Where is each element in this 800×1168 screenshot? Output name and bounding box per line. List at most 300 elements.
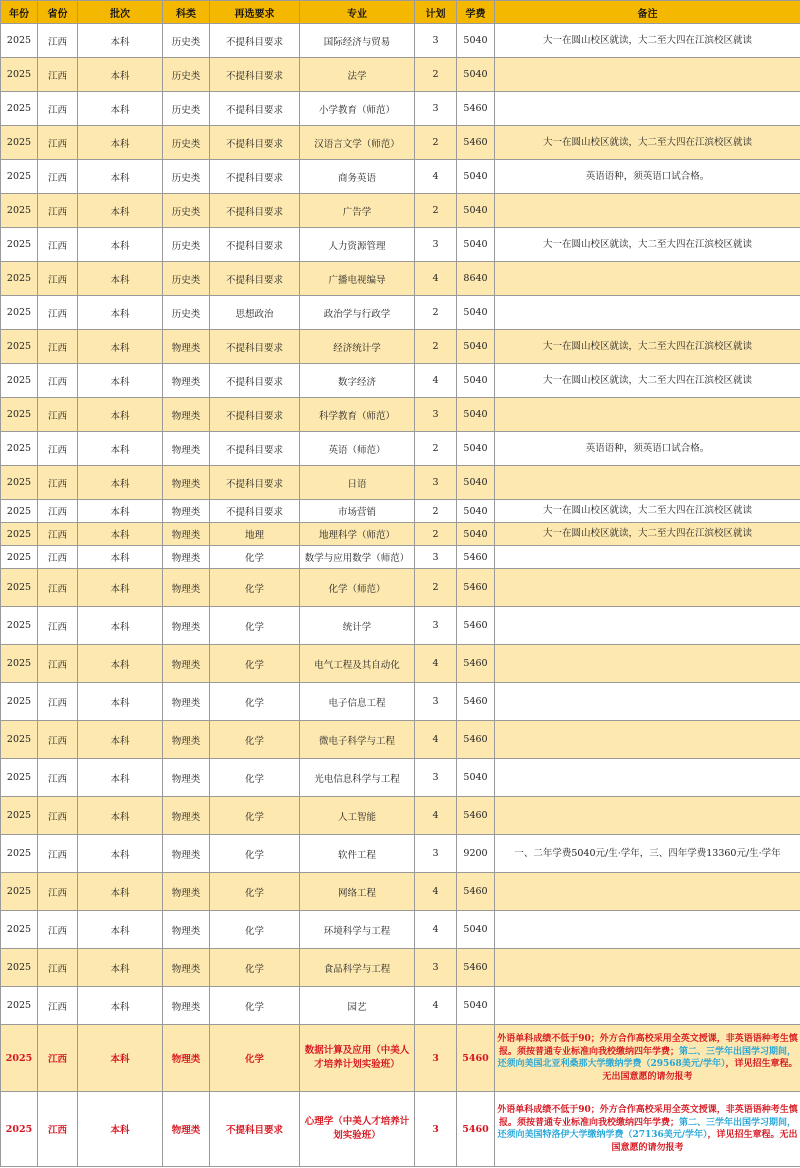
cell-year: 2025 <box>1 262 38 296</box>
table-row <box>1 398 800 432</box>
cell-province: 江西 <box>38 24 78 58</box>
table-row <box>1 58 800 92</box>
cell-batch: 本科 <box>78 364 163 398</box>
cell-batch: 本科 <box>78 126 163 160</box>
cell-plan: 3 <box>415 92 457 126</box>
cell-major: 数据计算及应用（中美人才培养计划实验班） <box>300 1025 415 1092</box>
cell-subject-requirement: 化学 <box>210 949 300 987</box>
cell-major: 英语（师范） <box>300 432 415 466</box>
cell-year: 2025 <box>1 759 38 797</box>
cell-major: 广播电视编导 <box>300 262 415 296</box>
cell-note <box>495 759 800 797</box>
cell-note: 英语语种，须英语口试合格。 <box>495 160 800 194</box>
cell-category: 物理类 <box>163 759 210 797</box>
cell-year: 2025 <box>1 58 38 92</box>
cell-year: 2025 <box>1 466 38 500</box>
cell-batch: 本科 <box>78 759 163 797</box>
cell-province: 江西 <box>38 432 78 466</box>
cell-category: 物理类 <box>163 683 210 721</box>
cell-year: 2025 <box>1 1092 38 1167</box>
cell-category: 物理类 <box>163 330 210 364</box>
cell-major: 微电子科学与工程 <box>300 721 415 759</box>
cell-batch: 本科 <box>78 911 163 949</box>
note-blue-text: 第二、三学年出国学习期间，还须向美国北亚利桑那大学缴纳学费（29568美元/学年） <box>497 1046 797 1069</box>
cell-province: 江西 <box>38 987 78 1025</box>
note-red-text: 外语单科成绩不低于90；外方合作高校采用全英文授课，非英语语种考生慎报。须按普通专业标准向我校缴纳四年学费； <box>497 1034 798 1057</box>
cell-subject-requirement: 不提科目要求 <box>210 500 300 523</box>
cell-year: 2025 <box>1 92 38 126</box>
cell-year: 2025 <box>1 523 38 546</box>
cell-note <box>495 873 800 911</box>
cell-plan: 4 <box>415 721 457 759</box>
cell-major: 园艺 <box>300 987 415 1025</box>
cell-province: 江西 <box>38 228 78 262</box>
cell-plan: 4 <box>415 873 457 911</box>
cell-major: 国际经济与贸易 <box>300 24 415 58</box>
cell-category: 物理类 <box>163 398 210 432</box>
cell-category: 物理类 <box>163 364 210 398</box>
cell-batch: 本科 <box>78 24 163 58</box>
cell-tuition: 5460 <box>457 1092 495 1167</box>
cell-major: 软件工程 <box>300 835 415 873</box>
cell-note <box>495 1025 800 1092</box>
cell-tuition: 5460 <box>457 1025 495 1092</box>
cell-plan: 4 <box>415 262 457 296</box>
table-row <box>1 873 800 911</box>
cell-category: 历史类 <box>163 160 210 194</box>
cell-major: 光电信息科学与工程 <box>300 759 415 797</box>
cell-subject-requirement: 不提科目要求 <box>210 330 300 364</box>
table-row <box>1 607 800 645</box>
cell-province: 江西 <box>38 466 78 500</box>
cell-subject-requirement: 不提科目要求 <box>210 228 300 262</box>
cell-batch: 本科 <box>78 987 163 1025</box>
cell-plan: 3 <box>415 228 457 262</box>
cell-note <box>495 1092 800 1167</box>
cell-subject-requirement: 不提科目要求 <box>210 58 300 92</box>
cell-plan: 3 <box>415 1092 457 1167</box>
cell-subject-requirement: 化学 <box>210 987 300 1025</box>
cell-province: 江西 <box>38 92 78 126</box>
cell-major: 市场营销 <box>300 500 415 523</box>
cell-province: 江西 <box>38 645 78 683</box>
cell-batch: 本科 <box>78 873 163 911</box>
cell-plan: 2 <box>415 523 457 546</box>
cell-subject-requirement: 化学 <box>210 873 300 911</box>
table-row <box>1 683 800 721</box>
cell-subject-requirement: 不提科目要求 <box>210 364 300 398</box>
cell-plan: 3 <box>415 835 457 873</box>
cell-tuition: 5460 <box>457 546 495 569</box>
cell-tuition: 5460 <box>457 126 495 160</box>
cell-batch: 本科 <box>78 1025 163 1092</box>
header-notes: 备注 <box>495 1 800 24</box>
cell-batch: 本科 <box>78 160 163 194</box>
header-tuition: 学费 <box>457 1 495 24</box>
cell-category: 物理类 <box>163 721 210 759</box>
cell-tuition: 8640 <box>457 262 495 296</box>
header-year: 年份 <box>1 1 38 24</box>
cell-province: 江西 <box>38 835 78 873</box>
cell-subject-requirement: 不提科目要求 <box>210 194 300 228</box>
cell-subject-requirement: 不提科目要求 <box>210 466 300 500</box>
cell-tuition: 5460 <box>457 683 495 721</box>
cell-note: 大一在圆山校区就读，大二至大四在江滨校区就读 <box>495 364 800 398</box>
cell-category: 物理类 <box>163 835 210 873</box>
cell-batch: 本科 <box>78 949 163 987</box>
table-row <box>1 759 800 797</box>
cell-tuition: 5040 <box>457 194 495 228</box>
cell-note <box>495 262 800 296</box>
cell-province: 江西 <box>38 262 78 296</box>
cell-batch: 本科 <box>78 58 163 92</box>
cell-tuition: 5460 <box>457 949 495 987</box>
cell-plan: 4 <box>415 987 457 1025</box>
cell-category: 物理类 <box>163 987 210 1025</box>
cell-note <box>495 58 800 92</box>
cell-province: 江西 <box>38 160 78 194</box>
cell-plan: 3 <box>415 24 457 58</box>
cell-subject-requirement: 化学 <box>210 546 300 569</box>
cell-major: 数字经济 <box>300 364 415 398</box>
cell-tuition: 5460 <box>457 92 495 126</box>
cell-note: 大一在圆山校区就读，大二至大四在江滨校区就读 <box>495 126 800 160</box>
cell-category: 物理类 <box>163 523 210 546</box>
cell-category: 历史类 <box>163 92 210 126</box>
cell-tuition: 5040 <box>457 24 495 58</box>
table-row <box>1 364 800 398</box>
cell-plan: 2 <box>415 330 457 364</box>
cell-tuition: 5460 <box>457 873 495 911</box>
cell-category: 物理类 <box>163 1025 210 1092</box>
cell-tuition: 5040 <box>457 466 495 500</box>
cell-category: 物理类 <box>163 1092 210 1167</box>
cell-province: 江西 <box>38 721 78 759</box>
cell-subject-requirement: 不提科目要求 <box>210 24 300 58</box>
cell-major: 汉语言文学（师范） <box>300 126 415 160</box>
cell-note: 大一在圆山校区就读，大二至大四在江滨校区就读 <box>495 330 800 364</box>
cell-year: 2025 <box>1 835 38 873</box>
cell-category: 物理类 <box>163 873 210 911</box>
cell-category: 历史类 <box>163 58 210 92</box>
table-row <box>1 160 800 194</box>
table-row <box>1 569 800 607</box>
cell-year: 2025 <box>1 330 38 364</box>
cell-plan: 3 <box>415 466 457 500</box>
cell-major: 地理科学（师范） <box>300 523 415 546</box>
cell-plan: 3 <box>415 398 457 432</box>
cell-plan: 2 <box>415 194 457 228</box>
cell-tuition: 5040 <box>457 759 495 797</box>
cell-batch: 本科 <box>78 546 163 569</box>
cell-year: 2025 <box>1 364 38 398</box>
table-row <box>1 92 800 126</box>
cell-tuition: 5040 <box>457 911 495 949</box>
table-row <box>1 523 800 546</box>
cell-plan: 3 <box>415 949 457 987</box>
cell-subject-requirement: 化学 <box>210 835 300 873</box>
table-row <box>1 987 800 1025</box>
cell-note <box>495 569 800 607</box>
cell-batch: 本科 <box>78 194 163 228</box>
cell-tuition: 5460 <box>457 645 495 683</box>
header-major: 专业 <box>300 1 415 24</box>
cell-plan: 4 <box>415 645 457 683</box>
cell-year: 2025 <box>1 569 38 607</box>
cell-major: 广告学 <box>300 194 415 228</box>
header-row <box>1 1 800 24</box>
cell-batch: 本科 <box>78 296 163 330</box>
cell-batch: 本科 <box>78 607 163 645</box>
cell-year: 2025 <box>1 194 38 228</box>
cell-province: 江西 <box>38 911 78 949</box>
cell-province: 江西 <box>38 1092 78 1167</box>
cell-province: 江西 <box>38 607 78 645</box>
cell-batch: 本科 <box>78 721 163 759</box>
cell-province: 江西 <box>38 797 78 835</box>
cell-major: 电子信息工程 <box>300 683 415 721</box>
cell-subject-requirement: 不提科目要求 <box>210 432 300 466</box>
cell-batch: 本科 <box>78 500 163 523</box>
cell-province: 江西 <box>38 683 78 721</box>
cell-year: 2025 <box>1 607 38 645</box>
cell-category: 物理类 <box>163 645 210 683</box>
cell-year: 2025 <box>1 721 38 759</box>
cell-year: 2025 <box>1 126 38 160</box>
table-row <box>1 949 800 987</box>
table-row <box>1 645 800 683</box>
cell-year: 2025 <box>1 987 38 1025</box>
cell-plan: 4 <box>415 364 457 398</box>
cell-category: 物理类 <box>163 949 210 987</box>
cell-major: 电气工程及其自动化 <box>300 645 415 683</box>
cell-plan: 2 <box>415 500 457 523</box>
cell-subject-requirement: 化学 <box>210 759 300 797</box>
cell-note <box>495 607 800 645</box>
cell-batch: 本科 <box>78 683 163 721</box>
cell-batch: 本科 <box>78 797 163 835</box>
cell-year: 2025 <box>1 546 38 569</box>
table-row <box>1 194 800 228</box>
cell-plan: 2 <box>415 296 457 330</box>
cell-subject-requirement: 不提科目要求 <box>210 126 300 160</box>
cell-note: 英语语种，须英语口试合格。 <box>495 432 800 466</box>
cell-note <box>495 721 800 759</box>
cell-category: 物理类 <box>163 500 210 523</box>
cell-subject-requirement: 化学 <box>210 1025 300 1092</box>
table-row <box>1 228 800 262</box>
cell-batch: 本科 <box>78 228 163 262</box>
cell-category: 历史类 <box>163 194 210 228</box>
cell-subject-requirement: 不提科目要求 <box>210 262 300 296</box>
cell-tuition: 5040 <box>457 398 495 432</box>
cell-plan: 3 <box>415 1025 457 1092</box>
cell-province: 江西 <box>38 873 78 911</box>
header-plan: 计划 <box>415 1 457 24</box>
cell-tuition: 5460 <box>457 569 495 607</box>
cell-tuition: 5460 <box>457 797 495 835</box>
cell-category: 历史类 <box>163 262 210 296</box>
header-province: 省份 <box>38 1 78 24</box>
cell-note <box>495 683 800 721</box>
header-category: 科类 <box>163 1 210 24</box>
cell-note <box>495 797 800 835</box>
header-batch: 批次 <box>78 1 163 24</box>
cell-major: 人工智能 <box>300 797 415 835</box>
header-subject-requirement: 再选要求 <box>210 1 300 24</box>
cell-batch: 本科 <box>78 398 163 432</box>
cell-major: 心理学（中美人才培养计划实验班） <box>300 1092 415 1167</box>
cell-note: 大一在圆山校区就读，大二至大四在江滨校区就读 <box>495 500 800 523</box>
cell-batch: 本科 <box>78 835 163 873</box>
table-row-special <box>1 1025 800 1092</box>
cell-tuition: 5040 <box>457 432 495 466</box>
table-row <box>1 721 800 759</box>
cell-year: 2025 <box>1 949 38 987</box>
cell-province: 江西 <box>38 364 78 398</box>
cell-plan: 3 <box>415 759 457 797</box>
cell-subject-requirement: 不提科目要求 <box>210 1092 300 1167</box>
cell-plan: 2 <box>415 58 457 92</box>
cell-major: 数学与应用数学（师范） <box>300 546 415 569</box>
table-row <box>1 330 800 364</box>
cell-plan: 4 <box>415 160 457 194</box>
cell-year: 2025 <box>1 228 38 262</box>
cell-batch: 本科 <box>78 432 163 466</box>
cell-category: 历史类 <box>163 228 210 262</box>
cell-note <box>495 92 800 126</box>
cell-province: 江西 <box>38 1025 78 1092</box>
cell-tuition: 5040 <box>457 296 495 330</box>
cell-note <box>495 194 800 228</box>
cell-plan: 4 <box>415 911 457 949</box>
cell-year: 2025 <box>1 1025 38 1092</box>
cell-plan: 4 <box>415 797 457 835</box>
cell-tuition: 5040 <box>457 523 495 546</box>
table-row-special <box>1 1092 800 1167</box>
cell-plan: 3 <box>415 607 457 645</box>
cell-year: 2025 <box>1 645 38 683</box>
cell-province: 江西 <box>38 126 78 160</box>
cell-major: 日语 <box>300 466 415 500</box>
cell-province: 江西 <box>38 759 78 797</box>
cell-note <box>495 987 800 1025</box>
cell-province: 江西 <box>38 546 78 569</box>
cell-major: 环境科学与工程 <box>300 911 415 949</box>
cell-subject-requirement: 化学 <box>210 683 300 721</box>
cell-batch: 本科 <box>78 1092 163 1167</box>
cell-major: 人力资源管理 <box>300 228 415 262</box>
cell-note <box>495 466 800 500</box>
cell-note <box>495 911 800 949</box>
cell-tuition: 5460 <box>457 721 495 759</box>
table-row <box>1 24 800 58</box>
cell-subject-requirement: 化学 <box>210 911 300 949</box>
note-red-text-end: ，详见招生章程。无出国意愿的请勿报考 <box>602 1059 798 1082</box>
cell-note <box>495 645 800 683</box>
cell-category: 物理类 <box>163 432 210 466</box>
cell-province: 江西 <box>38 500 78 523</box>
cell-major: 政治学与行政学 <box>300 296 415 330</box>
note-blue-text: 第二、三学年出国学习期间，还须向美国特洛伊大学缴纳学费（27136美元/学年） <box>497 1117 797 1140</box>
cell-plan: 2 <box>415 126 457 160</box>
table-row <box>1 126 800 160</box>
cell-category: 物理类 <box>163 466 210 500</box>
cell-major: 法学 <box>300 58 415 92</box>
cell-subject-requirement: 地理 <box>210 523 300 546</box>
cell-subject-requirement: 化学 <box>210 645 300 683</box>
cell-year: 2025 <box>1 160 38 194</box>
cell-province: 江西 <box>38 949 78 987</box>
cell-province: 江西 <box>38 569 78 607</box>
cell-note: 大一在圆山校区就读，大二至大四在江滨校区就读 <box>495 24 800 58</box>
cell-category: 历史类 <box>163 126 210 160</box>
note-red-text-end: ，详见招生章程。无出国意愿的请勿报考 <box>611 1130 798 1153</box>
cell-category: 历史类 <box>163 296 210 330</box>
cell-subject-requirement: 不提科目要求 <box>210 398 300 432</box>
cell-province: 江西 <box>38 523 78 546</box>
cell-category: 物理类 <box>163 911 210 949</box>
cell-tuition: 5040 <box>457 987 495 1025</box>
table-row <box>1 296 800 330</box>
cell-subject-requirement: 不提科目要求 <box>210 92 300 126</box>
cell-province: 江西 <box>38 330 78 364</box>
cell-subject-requirement: 不提科目要求 <box>210 160 300 194</box>
table-row <box>1 466 800 500</box>
cell-plan: 2 <box>415 569 457 607</box>
table-row <box>1 546 800 569</box>
cell-province: 江西 <box>38 58 78 92</box>
cell-tuition: 5040 <box>457 160 495 194</box>
cell-batch: 本科 <box>78 569 163 607</box>
cell-major: 统计学 <box>300 607 415 645</box>
table-row <box>1 797 800 835</box>
cell-batch: 本科 <box>78 330 163 364</box>
cell-note <box>495 296 800 330</box>
cell-year: 2025 <box>1 500 38 523</box>
cell-category: 历史类 <box>163 24 210 58</box>
cell-major: 科学教育（师范） <box>300 398 415 432</box>
cell-year: 2025 <box>1 432 38 466</box>
cell-batch: 本科 <box>78 645 163 683</box>
cell-note <box>495 546 800 569</box>
cell-batch: 本科 <box>78 523 163 546</box>
cell-tuition: 5040 <box>457 500 495 523</box>
table-row <box>1 911 800 949</box>
cell-year: 2025 <box>1 24 38 58</box>
table-row <box>1 432 800 466</box>
cell-year: 2025 <box>1 296 38 330</box>
cell-category: 物理类 <box>163 607 210 645</box>
cell-subject-requirement: 思想政治 <box>210 296 300 330</box>
cell-province: 江西 <box>38 398 78 432</box>
cell-category: 物理类 <box>163 569 210 607</box>
cell-province: 江西 <box>38 194 78 228</box>
cell-year: 2025 <box>1 683 38 721</box>
cell-tuition: 5040 <box>457 364 495 398</box>
cell-tuition: 5460 <box>457 607 495 645</box>
cell-note: 大一在圆山校区就读，大二至大四在江滨校区就读 <box>495 523 800 546</box>
cell-note: 大一在圆山校区就读，大二至大四在江滨校区就读 <box>495 228 800 262</box>
cell-major: 食品科学与工程 <box>300 949 415 987</box>
cell-major: 网络工程 <box>300 873 415 911</box>
cell-subject-requirement: 化学 <box>210 721 300 759</box>
cell-category: 物理类 <box>163 546 210 569</box>
cell-major: 化学（师范） <box>300 569 415 607</box>
table-header <box>1 1 800 24</box>
cell-tuition: 5040 <box>457 330 495 364</box>
table-row <box>1 262 800 296</box>
